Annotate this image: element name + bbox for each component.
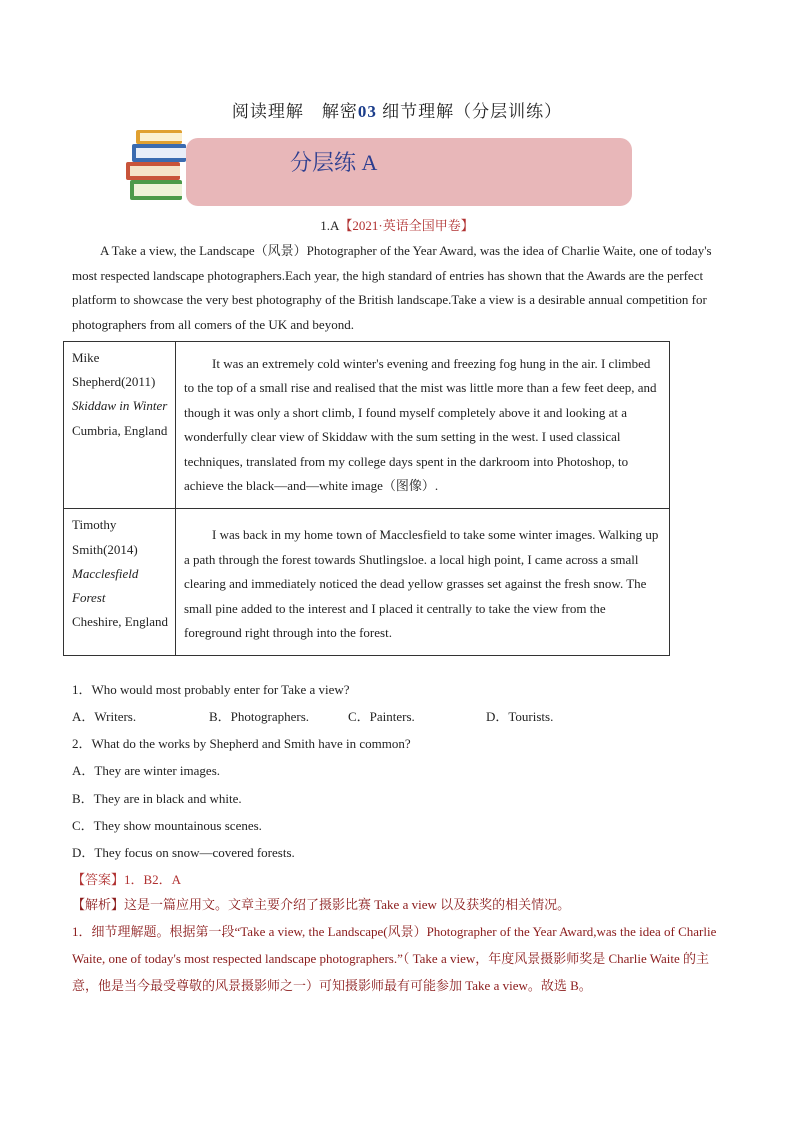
q1-option-b: B．Photographers. [209, 709, 310, 724]
q1-option-c: C．Painters. [348, 709, 415, 724]
author-name: Mike Shepherd(2011) [72, 350, 156, 390]
analysis-intro: 【解析】这是一篇应用文。文章主要介绍了摄影比赛 Take a view 以及获奖的相关情况。 [72, 897, 571, 912]
q1-option-a: A．Writers. [72, 709, 137, 724]
question-source [0, 215, 794, 234]
section-banner [186, 138, 632, 206]
work-description: I was back in my home town of Macclesfield to take some winter images. Walking up a path through the forest towards Shutlingsloe. a local high point, I came across a small clearing and immediately noticed the dead yellow grasses set against the fresh snow. The small pine added to the interest and I placed it centrally to take the view from the foreground right through into the forest. [176, 509, 670, 656]
q2-option-a: A．They are winter images. [72, 763, 221, 778]
work-title: Macclesfield Forest [72, 565, 139, 606]
analysis-detail: 1．细节理解题。根据第一段“Take a view, the Landscape(风景）Photographer of the Year Award,was the idea of Charlie Waite, one of today's most respected landscape photographers.”（ Take a view，年度风景摄影师奖是 Charlie Waite 的主意，他是当今最受尊敬的风景摄影师之一）可知摄影师最有可能参加 Take a view。故选 B。 [72, 924, 717, 993]
works-table [63, 341, 670, 656]
question-2-stem: 2．What do the works by Shepherd and Smith have in common? [72, 736, 411, 751]
table-row [64, 342, 670, 509]
books-icon [124, 128, 190, 206]
title-part-a: 阅读理解 解密 [231, 102, 358, 121]
q2-option-b: B．They are in black and white. [72, 791, 242, 806]
source-prefix: 1.A [320, 218, 340, 233]
author-cell [64, 509, 176, 656]
author-cell [64, 342, 176, 509]
answer-line: 【答案】1．B2．A [72, 872, 182, 887]
author-name: Timothy Smith(2014) [72, 517, 138, 557]
q2-option-d: D．They focus on snow—covered forests. [72, 845, 295, 860]
work-title: Skiddaw in Winter [72, 398, 168, 414]
q2-option-c: C．They show mountainous scenes. [72, 818, 262, 833]
intro-paragraph: A Take a view, the Landscape（风景）Photographer of the Year Award, was the idea of Charlie Waite, one of today's most respected landscape photographers.Each year, the high standard of entries has shown that the Awards are the perfect platform to showcase the very best photography of the British landscape.Take a view is a desirable annual competition for photographers from all comers of the UK and beyond. [72, 243, 712, 333]
work-place: Cheshire, England [72, 614, 169, 630]
question-1-stem: 1．Who would most probably enter for Take a view? [72, 682, 350, 697]
q1-option-d: D．Tourists. [486, 709, 554, 724]
work-place: Cumbria, England [72, 422, 168, 438]
work-description: It was an extremely cold winter's evening and freezing fog hung in the air. I climbed to the top of a small rise and realised that the mist was little more than a few feet deep, and though it was only a short climb, I found myself completely above it and looking at a wonderfully clear view of Skiddaw with the sum setting in the west. I used classical techniques, translated from my college days spent in the darkroom into Photoshop, to achieve the black—and—white image（图像）. [176, 342, 670, 509]
banner-label: 分层练 A [290, 150, 378, 175]
table-row [64, 509, 670, 656]
page-title [0, 97, 794, 122]
title-part-b: 细节理解（分层训练） [376, 102, 563, 121]
source-tag: 【2021·英语全国甲卷】 [339, 218, 474, 233]
title-number: 03 [357, 102, 377, 121]
